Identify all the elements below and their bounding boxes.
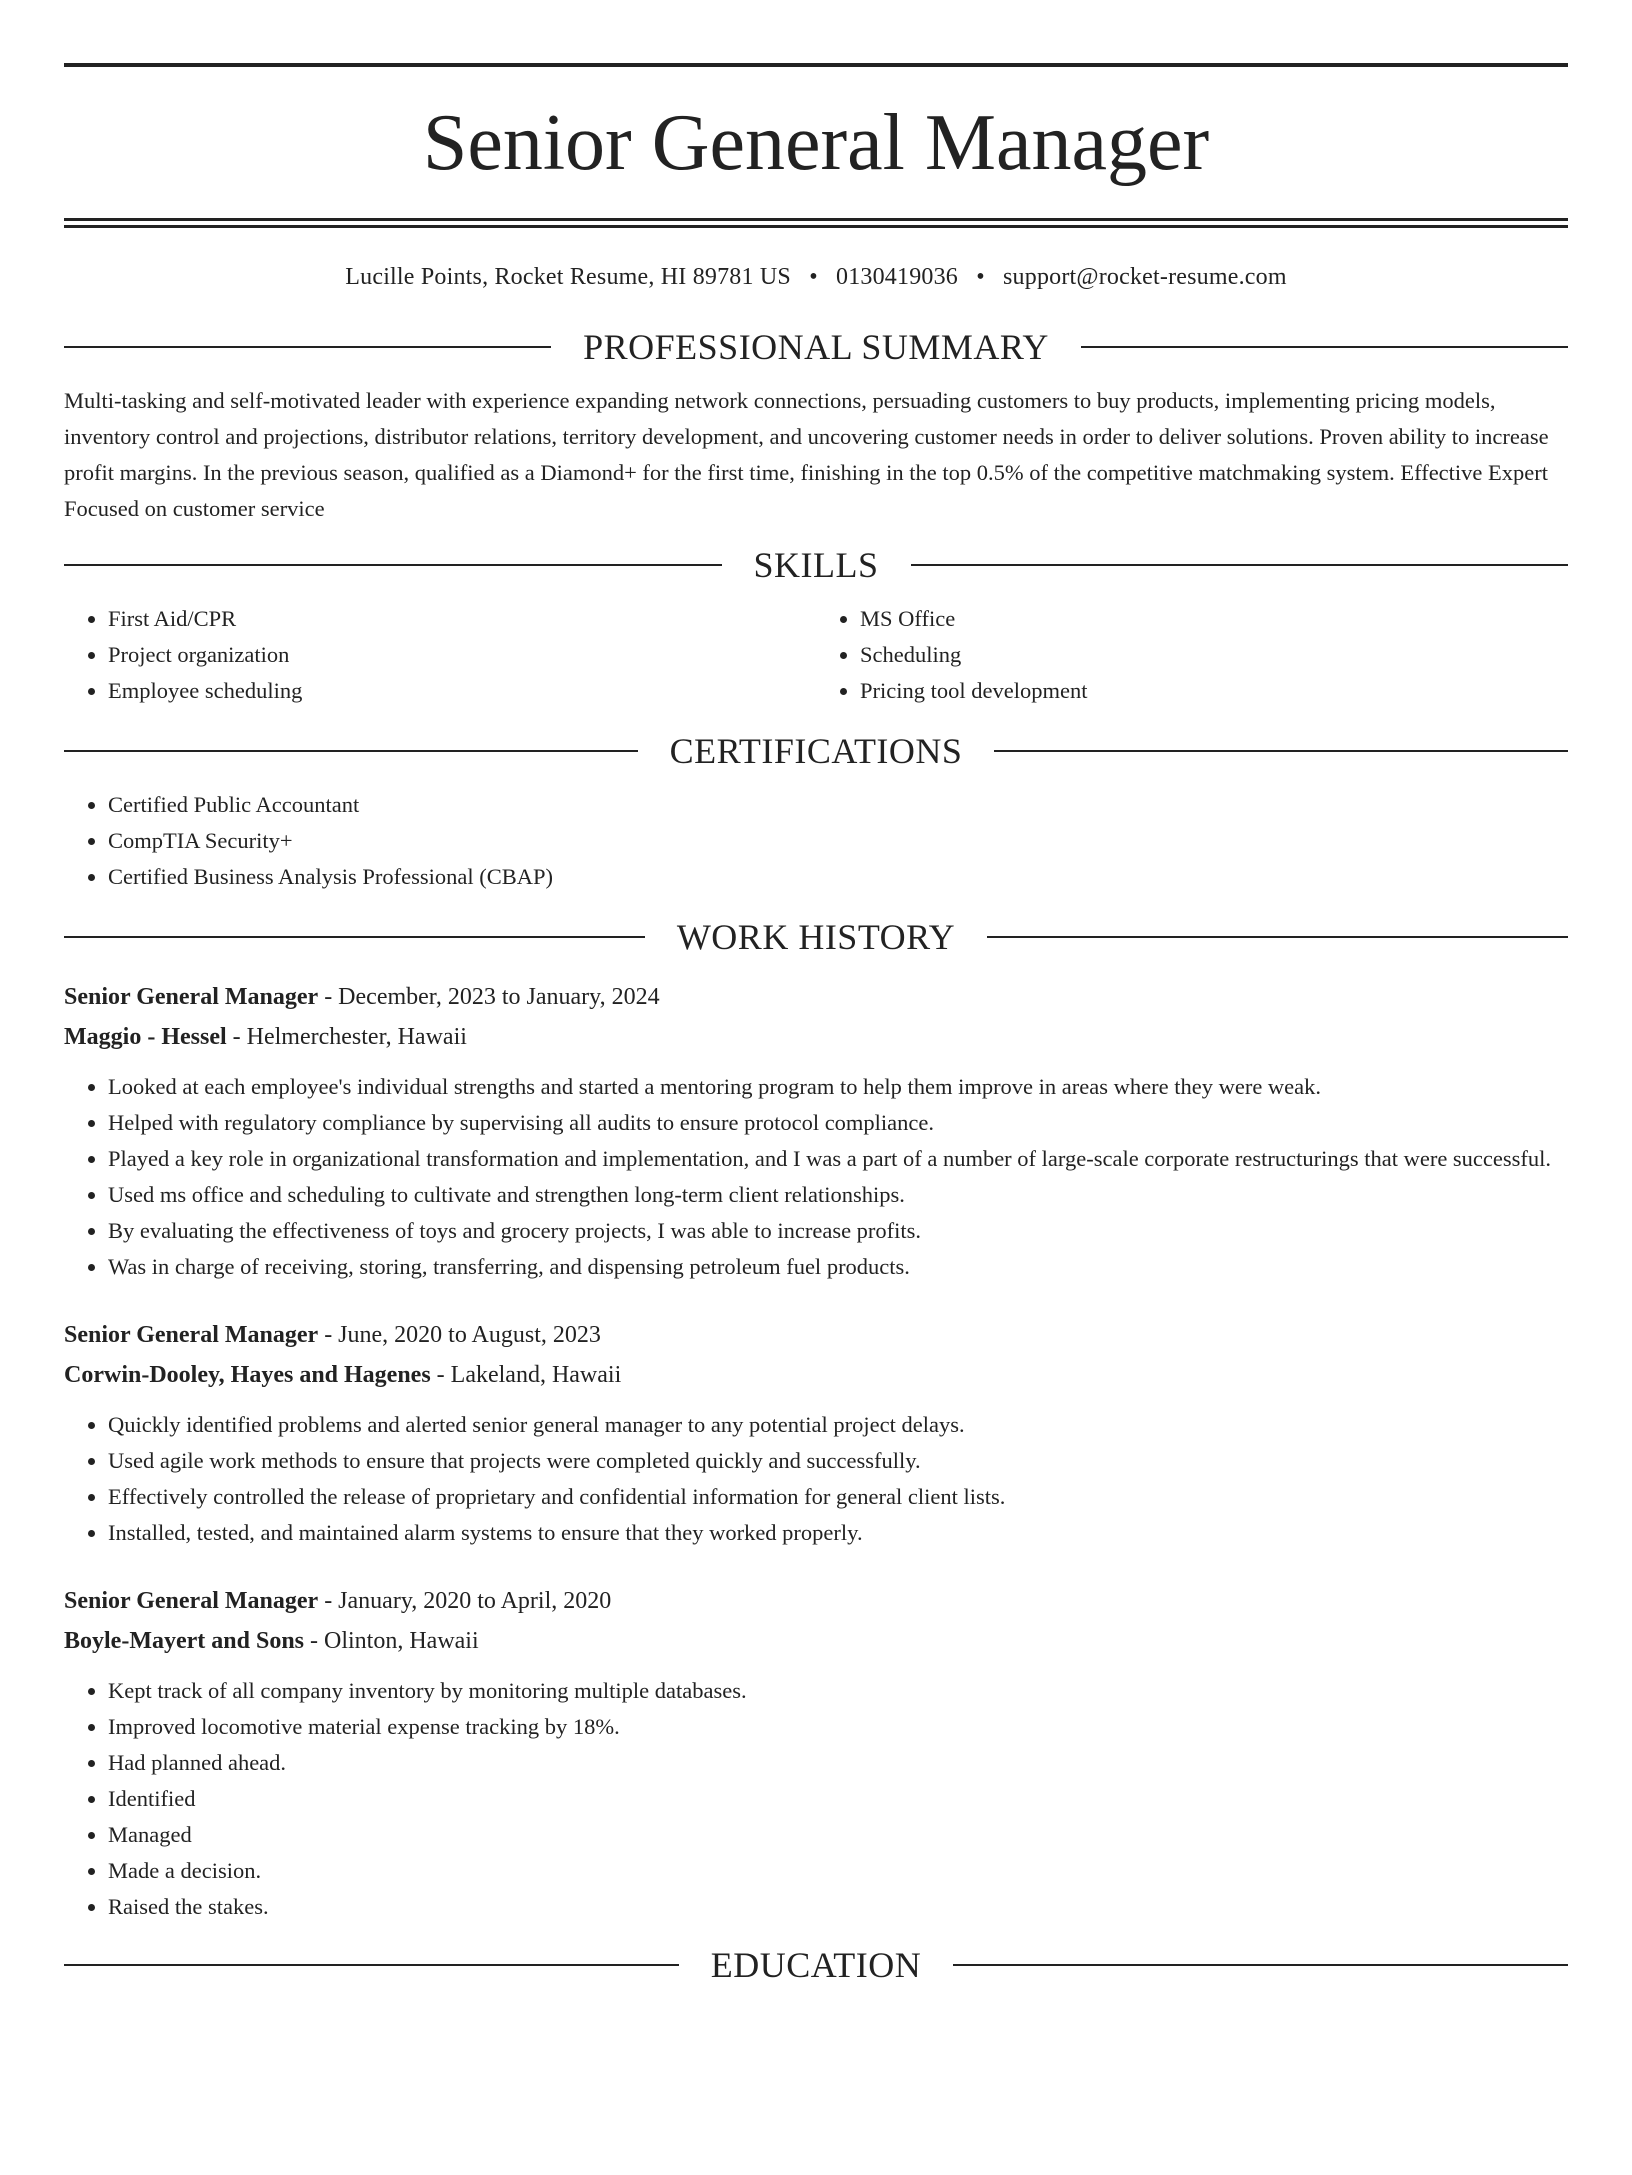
job-role: Senior General Manager <box>64 984 319 1010</box>
certification-item: • Certified Public Accountant <box>108 787 1568 823</box>
job-bullet: • Was in charge of receiving, storing, transferring, and dispensing petroleum fuel products. <box>108 1249 1568 1285</box>
job-bullets <box>64 1673 1568 1925</box>
section-heading-certifications <box>64 731 1568 771</box>
job-bullet: • Effectively controlled the release of proprietary and confidential information for general client lists. <box>108 1479 1568 1515</box>
job-company-line <box>64 1621 1568 1661</box>
job-dates: - June, 2020 to August, 2023 <box>318 1322 601 1348</box>
job-bullet: • Made a decision. <box>108 1853 1568 1889</box>
contact-separator: • <box>976 264 985 290</box>
section-heading-work-history <box>64 917 1568 957</box>
heading-rule-left <box>64 750 638 752</box>
job-title-line <box>64 1581 1568 1621</box>
contact-phone: 0130419036 <box>836 264 958 290</box>
heading-rule-left <box>64 936 645 938</box>
skill-item: • MS Office <box>860 601 1568 637</box>
job-bullet: • Used agile work methods to ensure that projects were completed quickly and successfully. <box>108 1443 1568 1479</box>
skill-item: • Scheduling <box>860 637 1568 673</box>
job-bullet: • By evaluating the effectiveness of toys and grocery projects, I was able to increase profits. <box>108 1213 1568 1249</box>
certification-item: • CompTIA Security+ <box>108 823 1568 859</box>
job-bullets <box>64 1407 1568 1551</box>
job-company-line <box>64 1355 1568 1395</box>
contact-separator: • <box>809 264 818 290</box>
job-bullet: • Looked at each employee's individual strengths and started a mentoring program to help them improve in areas where they were weak. <box>108 1069 1568 1105</box>
job-bullet: • Managed <box>108 1817 1568 1853</box>
title-double-rule <box>64 218 1568 228</box>
contact-email[interactable]: support@rocket-resume.com <box>1003 264 1287 290</box>
job-bullet: • Had planned ahead. <box>108 1745 1568 1781</box>
job-bullets <box>64 1069 1568 1285</box>
job-company: Maggio - Hessel <box>64 1024 227 1050</box>
job-location: - Lakeland, Hawaii <box>430 1362 622 1388</box>
top-rule <box>64 63 1568 67</box>
section-heading-skills <box>64 545 1568 585</box>
heading-rule-right <box>953 1964 1568 1966</box>
section-heading-summary <box>64 327 1568 367</box>
skill-item: • Employee scheduling <box>108 673 816 709</box>
skills-grid <box>64 601 1568 709</box>
job-title-line <box>64 1315 1568 1355</box>
heading-rule-left <box>64 346 551 348</box>
skill-item: • First Aid/CPR <box>108 601 816 637</box>
heading-rule-left <box>64 564 722 566</box>
section-heading-education <box>64 1945 1568 1985</box>
job-location: - Olinton, Hawaii <box>304 1628 479 1654</box>
professional-summary-text: Multi-tasking and self-motivated leader with experience expanding network connections, persuading customers to buy products, implementing pricing models, inventory control and projections, distributor relations, territory development, and uncovering customer needs in order to deliver solutions. Proven ability to increase profit margins. In the previous season, qualified as a Diamond+ for the first time, finishing in the top 0.5% of the competitive matchmaking system. Effective Expert Focused on customer service <box>64 388 1549 521</box>
heading-rule-right <box>1081 346 1568 348</box>
work-entry <box>64 1581 1568 1925</box>
job-bullet: • Quickly identified problems and alerted senior general manager to any potential project delays. <box>108 1407 1568 1443</box>
section-title-certifications: CERTIFICATIONS <box>669 731 963 771</box>
work-entry <box>64 1315 1568 1551</box>
work-entry <box>64 977 1568 1285</box>
section-title-skills: SKILLS <box>753 545 879 585</box>
skills-list-right <box>816 601 1568 709</box>
heading-rule-right <box>987 936 1568 938</box>
job-title-line <box>64 977 1568 1017</box>
job-company-line <box>64 1017 1568 1057</box>
section-title-work-history: WORK HISTORY <box>676 917 956 957</box>
certifications-list <box>64 787 1568 895</box>
section-title-education: EDUCATION <box>710 1945 922 1985</box>
certification-item: • Certified Business Analysis Professional (CBAP) <box>108 859 1568 895</box>
job-dates: - January, 2020 to April, 2020 <box>318 1588 612 1614</box>
skill-item: • Project organization <box>108 637 816 673</box>
job-bullet: • Improved locomotive material expense tracking by 18%. <box>108 1709 1568 1745</box>
contact-address: Lucille Points, Rocket Resume, HI 89781 US <box>345 264 791 290</box>
job-dates: - December, 2023 to January, 2024 <box>318 984 660 1010</box>
job-role: Senior General Manager <box>64 1322 319 1348</box>
skill-item: • Pricing tool development <box>860 673 1568 709</box>
job-company: Boyle-Mayert and Sons <box>64 1628 304 1654</box>
resume-page <box>0 63 1632 2175</box>
section-title-summary: PROFESSIONAL SUMMARY <box>583 327 1049 367</box>
job-bullet: • Played a key role in organizational transformation and implementation, and I was a part of a number of large-scale corporate restructurings that were successful. <box>108 1141 1568 1177</box>
heading-rule-right <box>994 750 1568 752</box>
job-role: Senior General Manager <box>64 1588 319 1614</box>
skills-list-left <box>64 601 816 709</box>
job-bullet: • Helped with regulatory compliance by supervising all audits to ensure protocol compliance. <box>108 1105 1568 1141</box>
job-location: - Helmerchester, Hawaii <box>226 1024 467 1050</box>
heading-rule-right <box>911 564 1569 566</box>
job-bullet: • Identified <box>108 1781 1568 1817</box>
job-bullet: • Raised the stakes. <box>108 1889 1568 1925</box>
contact-line <box>64 264 1568 291</box>
job-bullet: • Kept track of all company inventory by monitoring multiple databases. <box>108 1673 1568 1709</box>
job-bullet: • Used ms office and scheduling to cultivate and strengthen long-term client relationships. <box>108 1177 1568 1213</box>
heading-rule-left <box>64 1964 679 1966</box>
job-bullet: • Installed, tested, and maintained alarm systems to ensure that they worked properly. <box>108 1515 1568 1551</box>
job-company: Corwin-Dooley, Hayes and Hagenes <box>64 1362 431 1388</box>
resume-title: Senior General Manager <box>422 99 1210 187</box>
